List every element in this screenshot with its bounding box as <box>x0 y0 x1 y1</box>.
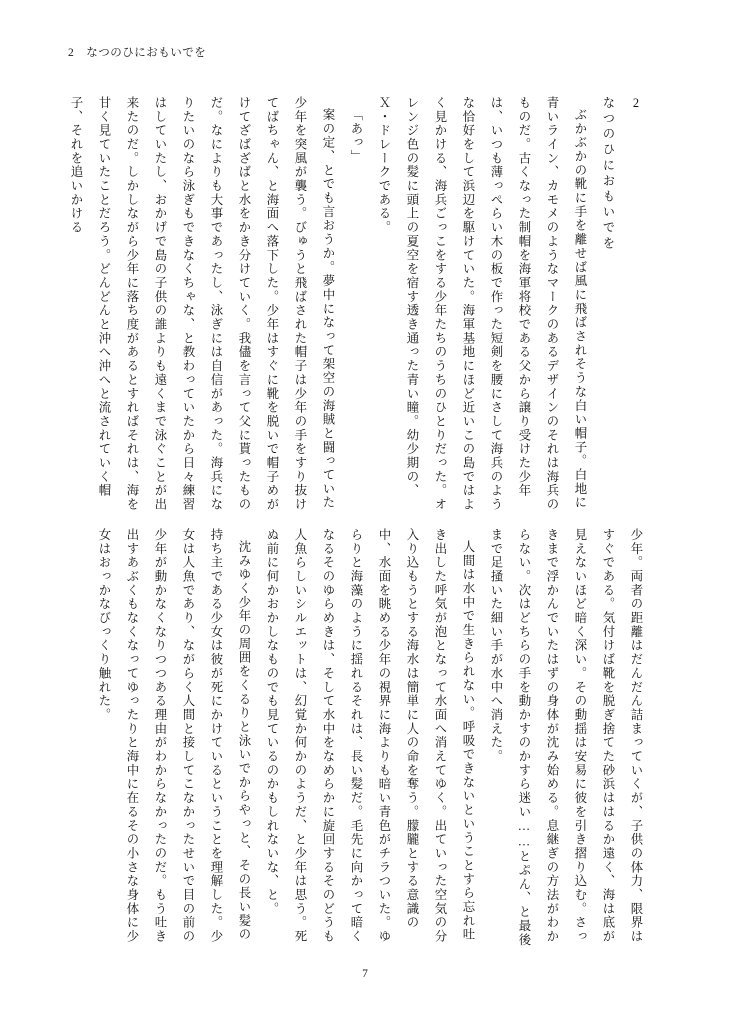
paragraph: 少年。両者の距離はだんだん詰まっていくが、子供の体力、限界はすぐである。気付けば靴を脱ぎ捨てた砂浜ははるか遠く、海は底が見えないほど暗く深い。その動揺は安易に彼を引き摺り込む。さっきまで浮かんでいたはずの身体が沈み始める。息継ぎの方法がわからない。次はどちらの手を動かすのかすら迷い……とぷん、と最後まで足掻いた細い手が水中へ消えた。 <box>489 528 643 947</box>
body-text-block-upper <box>70 96 650 516</box>
running-head-chapter-title: なつのひにおもいでを <box>86 47 207 59</box>
paragraph: 人間は水中で生きられない。呼吸できないということすら忘れ吐き出した呼気が泡となって水面へ消えてゆく。出ていった空気の分入り込もうとする海水は簡単に人の命を奪う。朦朧とする意識の中、水面を眺める少年の視界に海よりも暗い青色がチラついた。ゆらりと海藻のように揺れるそれは、長い髪だ。毛先に向かって暗くなるそのゆらめきは、そして水中をなめらかに旋回するそのどうも人魚らしいシルエットは、幻覚か何かのようだ、と少年は思う。死ぬ前に何かおかしなものでも見ているのかもしれないな、と。 <box>265 528 475 944</box>
paragraph: 沈みゆく少年の周囲をくるりと泳いでからやっと、その長い髪の持ち主である少女は彼が死にかけているということを理解した。少女は人魚であり、ながらく人間と接してこなかったせいで目の前の少年が動かなくなりつつある理由がわからなかったのだ。もう吐き出すあぶくもなくなってゆったりと海中に在るその小さな身体に少女はおっかなびっくり触れた。 <box>97 528 251 944</box>
paragraph: ぶかぶかの靴に手を離せば風に飛ばされそうな白い帽子。白地に青いライン、カモメのようなマークのあるデザインのそれは海兵のものだ。古くなった制帽を海軍将校である父から譲り受けた少年は、いつも薄っぺらい木の板で作った短剣を腰にさして海兵のような恰好をして浜辺を駆けていた。海軍基地にほど近いこの島ではよく見かける、海兵ごっこをする少年たちのうちのひとりだった。オレンジ色の髪に頭上の夏空を宿す透き通った青い瞳。幼少期の、Ｘ・ドレークである。 <box>377 96 587 512</box>
chapter-heading-title: なつのひにおもいでを <box>601 96 615 252</box>
page-number: 7 <box>362 968 368 980</box>
running-head <box>68 44 206 60</box>
running-head-chapter-number: 2 <box>68 47 75 59</box>
body-text-block-lower <box>70 528 650 948</box>
chapter-heading <box>594 96 650 516</box>
chapter-heading-number: 2 <box>629 96 643 114</box>
paragraph: 案の定、とでも言おうか。夢中になって架空の海賊と闘っていた少年を突風が襲う。びゅうと飛ばされた帽子は少年の手をすり抜けてばちゃん、と海面へ落下した。少年はすぐに靴を脱いで帽子めがけてざばざばと水をかき分けていく。我儘を言って父に貰ったものだ。なによりも大事であったし、泳ぎには自信があった。海兵になりたいのなら泳ぎもできなくちゃな、と教わっていたから日々練習はしていたし、おかげで島の子供の誰よりも遠くまで泳ぐことが出来たのだ。しかしながら少年に落ち度があるとすればそれは、海を甘く見ていたことだろう。どんどんと沖へ沖へと流されていく帽子、それを追いかける <box>69 96 335 512</box>
paragraph: 「あっ」 <box>349 108 363 164</box>
